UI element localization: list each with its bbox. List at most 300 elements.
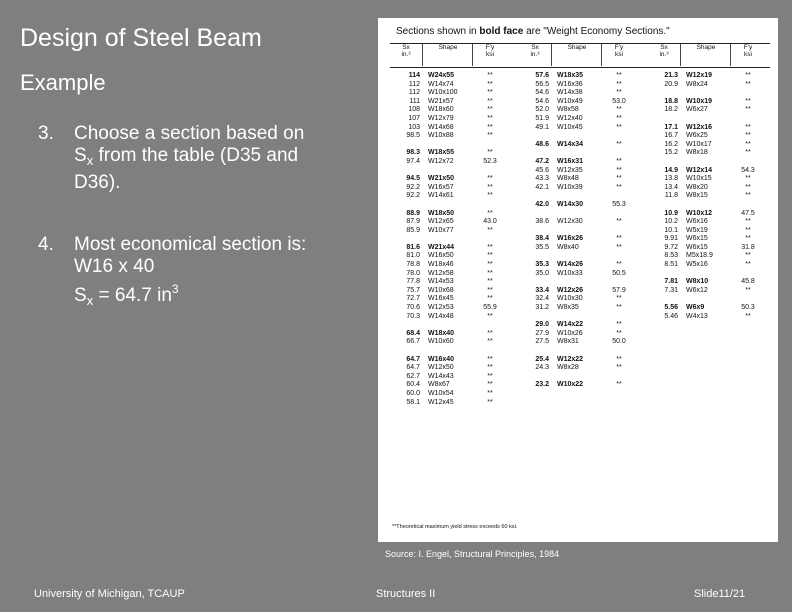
- sx-subscript: x: [86, 293, 94, 308]
- table-row: 11.8: [664, 192, 678, 200]
- table-row: 81.0: [406, 252, 420, 260]
- header-sx: Sx in.³: [530, 44, 540, 58]
- table-row: 14.9: [664, 166, 678, 174]
- table-row: **: [745, 123, 751, 131]
- table-row: W24x55: [428, 72, 455, 79]
- table-row: **: [487, 97, 493, 105]
- table-row: [523, 210, 549, 219]
- table-row: [557, 373, 601, 382]
- table-row: **: [487, 389, 493, 397]
- table-row: 53.0: [612, 97, 626, 105]
- table-row: 35.0: [535, 269, 549, 277]
- table-row: **: [745, 226, 751, 234]
- header-rule-bottom: [390, 67, 770, 68]
- table-row: [605, 192, 633, 201]
- table-row: W12x19: [686, 72, 713, 79]
- table-row: W12x35: [557, 166, 583, 174]
- table-row: [428, 321, 472, 330]
- table-row: **: [616, 166, 622, 174]
- table-row: W6x16: [686, 218, 708, 226]
- table-row: W10x77: [428, 226, 454, 234]
- sx-symbol: S: [74, 285, 87, 306]
- table-row: 78.0: [406, 269, 420, 277]
- table-row: 45.8: [741, 278, 755, 286]
- table-row: [523, 347, 549, 356]
- table-row: 10.1: [664, 226, 678, 234]
- table-row: 18.8: [664, 97, 678, 105]
- table-row: [652, 158, 678, 167]
- header-shape: Shape: [696, 44, 716, 51]
- table-row: W12x79: [428, 114, 454, 122]
- table-row: [523, 373, 549, 382]
- table-row: 18.2: [664, 106, 678, 114]
- table-row: W14x38: [557, 89, 583, 97]
- header-divider: [551, 44, 552, 66]
- header-divider: [472, 44, 473, 66]
- table-row: [523, 278, 549, 287]
- footer-slide-number: Slide11/21: [694, 588, 746, 600]
- table-row: W4x13: [686, 312, 708, 320]
- table-row: W8x24: [686, 80, 708, 88]
- source-citation: Source: I. Engel, Structural Principles, 1984: [385, 549, 560, 559]
- table-row: 111: [409, 97, 420, 105]
- table-row: W8x15: [686, 192, 708, 200]
- table-row: W8x28: [557, 364, 579, 372]
- table-row: 81.6: [406, 243, 420, 251]
- table-row: [557, 210, 601, 219]
- table-row: 10.2: [664, 218, 678, 226]
- table-row: **: [487, 72, 493, 79]
- table-row: **: [616, 321, 622, 329]
- table-row: [523, 252, 549, 261]
- table-row: W14x48: [428, 312, 454, 320]
- table-row: [605, 252, 633, 261]
- table-row: 35.3: [535, 261, 549, 269]
- table-row: 9.91: [664, 235, 678, 243]
- table-row: [476, 347, 504, 356]
- table-row: 114: [408, 72, 420, 79]
- table-row: 88.9: [406, 209, 420, 217]
- table-row: 78.8: [406, 261, 420, 269]
- table-row: [428, 347, 472, 356]
- table-row: [394, 201, 420, 210]
- table-row: W16x26: [557, 235, 584, 243]
- table-row: [734, 158, 762, 167]
- table-row: 29.0: [535, 321, 549, 329]
- table-row: [652, 89, 678, 98]
- table-row: **: [616, 157, 622, 165]
- table-row: **: [487, 80, 493, 88]
- table-row: W12x50: [428, 364, 454, 372]
- table-row: **: [487, 132, 493, 140]
- table-row: [523, 192, 549, 201]
- table-row: [734, 89, 762, 98]
- table-row: W10x30: [557, 295, 583, 303]
- table-row: [394, 167, 420, 176]
- table-row: **: [745, 192, 751, 200]
- table-row: **: [616, 381, 622, 389]
- table-row: [557, 192, 601, 201]
- table-row: W8x58: [557, 106, 579, 114]
- table-row: **: [745, 97, 751, 105]
- table-row: [734, 201, 762, 210]
- table-row: **: [487, 372, 493, 380]
- table-row: W10x26: [557, 329, 583, 337]
- step-3-number: 3.: [38, 123, 54, 144]
- table-row: W10x49: [557, 97, 583, 105]
- table-row: W21x44: [428, 243, 455, 251]
- table-row: 47.5: [741, 209, 755, 217]
- step-4-number: 4.: [38, 234, 54, 255]
- slide-subtitle: Example: [20, 70, 106, 95]
- table-row: W14x74: [428, 80, 454, 88]
- table-row: **: [487, 269, 493, 277]
- table-row: W6x12: [686, 286, 708, 294]
- header-divider: [601, 44, 602, 66]
- table-row: **: [487, 123, 493, 131]
- table-row: W18x46: [428, 261, 454, 269]
- table-row: 56.5: [535, 80, 549, 88]
- table-row: **: [616, 295, 622, 303]
- table-row: W14x43: [428, 372, 454, 380]
- table-row: [394, 141, 420, 150]
- table-row: [523, 313, 549, 322]
- table-row: 112: [408, 80, 420, 88]
- sx-symbol: S: [74, 145, 87, 166]
- header-shape: Shape: [567, 44, 587, 51]
- table-row: 77.8: [406, 278, 420, 286]
- table-row: W14x61: [428, 192, 454, 200]
- shape-values: [428, 72, 472, 407]
- table-row: [523, 132, 549, 141]
- fy-values: [605, 72, 633, 390]
- table-row: W5x16: [686, 261, 708, 269]
- table-row: W12x26: [557, 286, 584, 294]
- table-row: 9.72: [664, 243, 678, 251]
- table-row: 10.9: [664, 209, 678, 217]
- table-row: **: [487, 355, 493, 363]
- table-row: [394, 235, 420, 244]
- steel-section-table: [378, 18, 778, 542]
- table-row: 75.7: [406, 286, 420, 294]
- table-row: 97.4: [406, 157, 420, 165]
- table-row: 27.9: [535, 329, 549, 337]
- table-row: 94.5: [406, 175, 420, 183]
- table-row: W8x10: [686, 278, 709, 286]
- table-row: **: [745, 80, 751, 88]
- table-row: 31.2: [535, 304, 549, 312]
- table-row: 112: [408, 89, 420, 97]
- table-row: W21x57: [428, 97, 454, 105]
- table-row: [523, 227, 549, 236]
- table-row: W10x39: [557, 183, 583, 191]
- step-4-line-1: Most economical section is:: [74, 234, 307, 255]
- fy-values: [476, 72, 504, 407]
- table-row: M5x18.9: [686, 252, 713, 260]
- table-row: 54.3: [741, 166, 755, 174]
- table-row: [605, 227, 633, 236]
- table-row: 64.7: [406, 355, 420, 363]
- table-row: W10x54: [428, 389, 454, 397]
- table-row: W12x30: [557, 218, 583, 226]
- table-row: 68.4: [406, 329, 420, 337]
- table-row: [557, 278, 601, 287]
- header-sx: Sx in.³: [659, 44, 669, 58]
- table-row: 38.4: [535, 235, 549, 243]
- table-row: 52.0: [535, 106, 549, 114]
- step-3-line-2-text: from the table (D35 and: [98, 145, 299, 166]
- step-3-line-3: D36).: [74, 172, 121, 193]
- table-row: 55.3: [612, 200, 626, 208]
- table-row: W6x15: [686, 235, 708, 243]
- step-3-line-1: Choose a section based on: [74, 123, 305, 144]
- table-row: 70.3: [406, 312, 420, 320]
- table-row: **: [745, 183, 751, 191]
- table-row: [652, 270, 678, 279]
- table-row: **: [487, 192, 493, 200]
- table-row: **: [616, 114, 622, 122]
- table-row: **: [616, 89, 622, 97]
- header-fy: F'y ksi: [614, 44, 624, 58]
- table-row: [686, 201, 730, 210]
- table-row: [686, 115, 730, 124]
- table-row: W6x9: [686, 304, 705, 312]
- table-row: W10x45: [557, 123, 583, 131]
- table-row: **: [487, 338, 493, 346]
- footer-course: Structures II: [376, 588, 436, 600]
- table-row: **: [616, 218, 622, 226]
- table-row: W6x27: [686, 106, 708, 114]
- table-row: W8x40: [557, 243, 579, 251]
- table-row: 43.3: [535, 175, 549, 183]
- table-row: 5.56: [664, 304, 678, 312]
- table-row: 51.9: [535, 114, 549, 122]
- table-row: 87.9: [406, 218, 420, 226]
- table-row: W12x53: [428, 304, 454, 312]
- table-row: W14x22: [557, 321, 584, 329]
- table-row: **: [487, 243, 493, 251]
- table-row: [428, 235, 472, 244]
- sx-value: = 64.7 in: [93, 285, 172, 306]
- table-row: 62.7: [406, 372, 420, 380]
- table-row: W18x50: [428, 209, 455, 217]
- table-row: W5x19: [686, 226, 708, 234]
- table-row: **: [487, 329, 493, 337]
- table-row: 108: [408, 106, 420, 114]
- table-row: 60.0: [406, 389, 420, 397]
- table-row: 47.2: [535, 157, 549, 165]
- table-row: 15.2: [664, 149, 678, 157]
- table-row: [557, 227, 601, 236]
- table-row: [605, 313, 633, 322]
- step-4-sx-value: [74, 278, 384, 312]
- table-row: **: [745, 72, 751, 79]
- table-row: 52.3: [483, 157, 497, 165]
- table-row: W14x53: [428, 278, 454, 286]
- table-row: 107: [408, 114, 420, 122]
- table-row: 48.6: [535, 140, 549, 148]
- table-row: [605, 347, 633, 356]
- table-row: **: [616, 364, 622, 372]
- table-row: 54.6: [535, 89, 549, 97]
- table-row: 42.1: [535, 183, 549, 191]
- step-4-line-2: W16 x 40: [74, 256, 155, 277]
- table-row: W16x45: [428, 295, 454, 303]
- sx-exponent: 3: [171, 282, 179, 296]
- table-row: **: [616, 140, 622, 148]
- table-row: 54.6: [535, 97, 549, 105]
- table-row: W10x100: [428, 89, 458, 97]
- table-row: 55.9: [483, 304, 497, 312]
- table-row: **: [745, 218, 751, 226]
- table-row: W14x34: [557, 140, 584, 148]
- header-fy: F'y ksi: [743, 44, 753, 58]
- table-row: W10x12: [686, 209, 713, 217]
- table-row: W8x31: [557, 338, 579, 346]
- table-row: 66.7: [406, 338, 420, 346]
- table-row: [394, 347, 420, 356]
- table-row: W16x40: [428, 355, 455, 363]
- table-row: W10x19: [686, 97, 713, 105]
- table-row: 13.8: [664, 175, 678, 183]
- table-row: 25.4: [535, 355, 549, 363]
- table-row: [476, 141, 504, 150]
- table-row: W12x58: [428, 269, 454, 277]
- table-row: **: [487, 286, 493, 294]
- table-row: **: [745, 106, 751, 114]
- table-row: 8.53: [664, 252, 678, 260]
- table-row: W10x60: [428, 338, 454, 346]
- table-row: 50.3: [741, 304, 755, 312]
- table-row: **: [745, 140, 751, 148]
- table-row: **: [616, 235, 622, 243]
- table-row: [652, 201, 678, 210]
- table-row: W8x18: [686, 149, 708, 157]
- table-row: [476, 321, 504, 330]
- table-row: **: [745, 312, 751, 320]
- fy-values: [734, 72, 762, 321]
- table-row: W16x57: [428, 183, 454, 191]
- table-row: **: [487, 175, 493, 183]
- table-row: **: [745, 235, 751, 243]
- table-row: [394, 321, 420, 330]
- table-row: **: [487, 114, 493, 122]
- table-row: **: [487, 381, 493, 389]
- table-row: **: [487, 209, 493, 217]
- table-row: 7.31: [664, 286, 678, 294]
- table-row: W16x31: [557, 157, 584, 165]
- table-row: 103: [408, 123, 420, 131]
- footer-university: University of Michigan, TCAUP: [34, 588, 185, 600]
- table-row: 32.4: [535, 295, 549, 303]
- table-row: **: [745, 252, 751, 260]
- table-row: W14x30: [557, 200, 584, 208]
- table-row: **: [487, 89, 493, 97]
- table-row: **: [487, 183, 493, 191]
- table-row: 57.9: [612, 286, 626, 294]
- table-row: 21.3: [664, 72, 678, 79]
- table-row: [557, 347, 601, 356]
- table-row: W21x50: [428, 175, 455, 183]
- table-row: 33.4: [535, 286, 549, 294]
- header-fy: F'y ksi: [485, 44, 495, 58]
- table-row: **: [745, 149, 751, 157]
- table-row: **: [616, 355, 622, 363]
- table-row: W10x15: [686, 175, 712, 183]
- table-row: 16.7: [664, 132, 678, 140]
- table-row: 27.5: [535, 338, 549, 346]
- table-row: W6x15: [686, 243, 708, 251]
- table-row: 20.9: [664, 80, 678, 88]
- table-row: W10x88: [428, 132, 454, 140]
- table-footnote: **Theoretical maximum yield stress exceeds 60 ksi.: [392, 524, 518, 530]
- table-row: W10x22: [557, 381, 584, 389]
- table-row: **: [487, 261, 493, 269]
- table-row: 43.0: [483, 218, 497, 226]
- table-row: **: [745, 175, 751, 183]
- table-row: W12x45: [428, 398, 454, 406]
- shape-values: [686, 72, 730, 321]
- table-row: W10x68: [428, 286, 454, 294]
- table-row: [686, 295, 730, 304]
- sx-subscript: x: [86, 153, 94, 168]
- header-shape: Shape: [438, 44, 458, 51]
- step-3-line-2: [74, 145, 384, 172]
- table-row: 17.1: [664, 123, 678, 131]
- table-row: **: [487, 312, 493, 320]
- sx-values: [652, 72, 678, 321]
- table-row: **: [487, 106, 493, 114]
- table-row: 23.2: [535, 381, 549, 389]
- table-row: 98.3: [406, 149, 420, 157]
- table-row: **: [616, 80, 622, 88]
- table-row: 16.2: [664, 140, 678, 148]
- table-row: W18x60: [428, 106, 454, 114]
- table-row: 49.1: [535, 123, 549, 131]
- table-row: **: [616, 72, 622, 79]
- table-row: [652, 115, 678, 124]
- table-row: [686, 89, 730, 98]
- table-row: [605, 210, 633, 219]
- header-divider: [730, 44, 731, 66]
- table-row: 92.2: [406, 192, 420, 200]
- header-sx: Sx in.³: [401, 44, 411, 58]
- table-row: 50.0: [612, 338, 626, 346]
- table-row: 7.81: [664, 278, 678, 286]
- table-row: **: [616, 261, 622, 269]
- table-row: 42.0: [535, 200, 549, 208]
- table-row: W16x36: [557, 80, 583, 88]
- table-row: [523, 149, 549, 158]
- table-row: **: [487, 149, 493, 157]
- table-row: **: [487, 278, 493, 286]
- table-row: [428, 141, 472, 150]
- table-row: W12x16: [686, 123, 713, 131]
- header-divider: [680, 44, 681, 66]
- slide-title: Design of Steel Beam: [20, 24, 262, 52]
- table-row: [428, 167, 472, 176]
- table-row: 85.9: [406, 226, 420, 234]
- table-row: W8x20: [686, 183, 708, 191]
- table-row: 8.51: [664, 261, 678, 269]
- table-row: **: [487, 295, 493, 303]
- table-row: 13.4: [664, 183, 678, 191]
- table-row: [557, 313, 601, 322]
- table-row: [605, 132, 633, 141]
- table-row: [557, 132, 601, 141]
- table-row: [557, 149, 601, 158]
- table-row: 98.5: [406, 132, 420, 140]
